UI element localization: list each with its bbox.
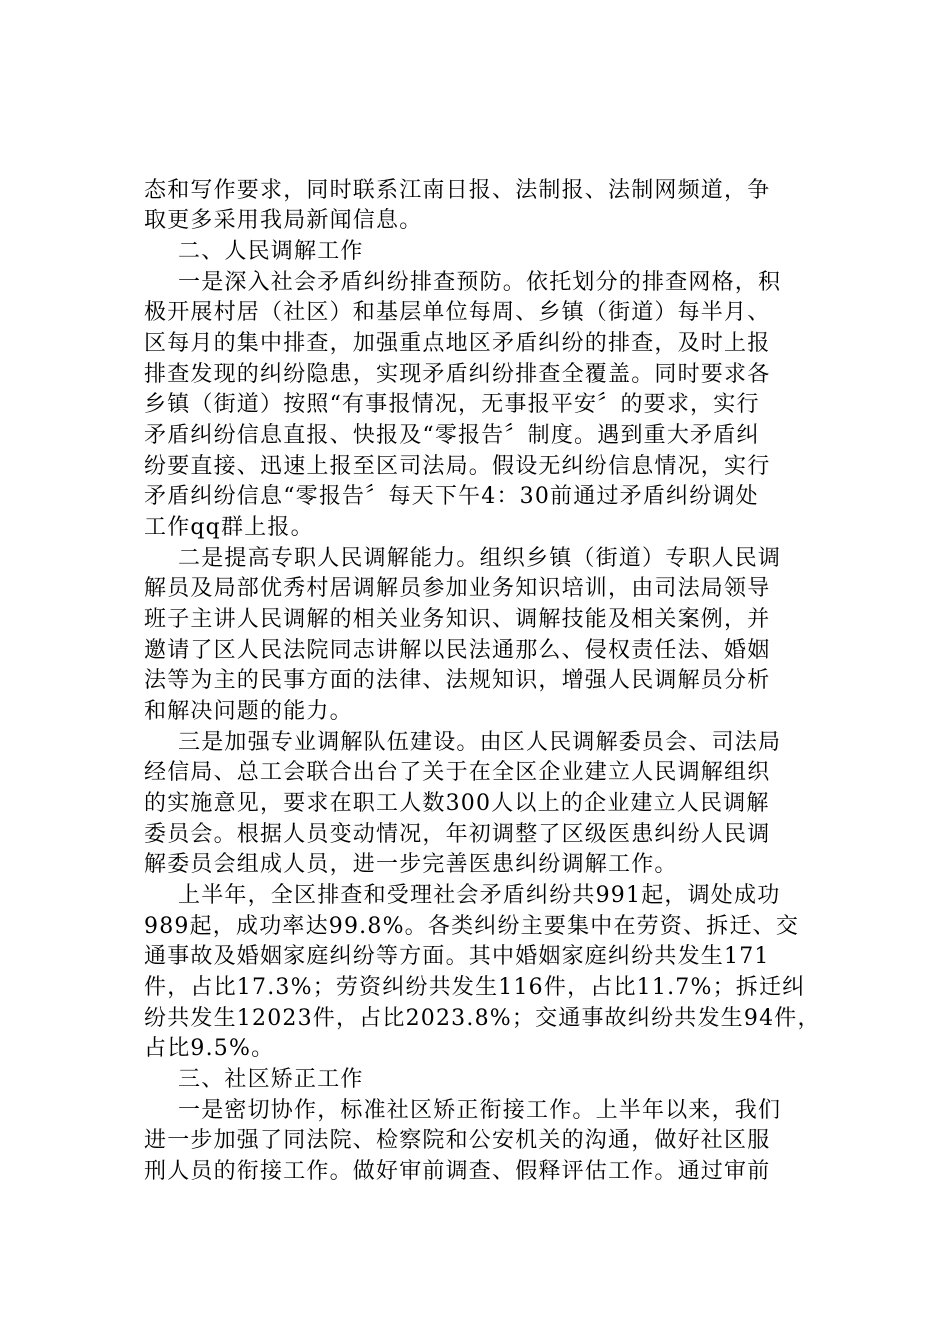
text-line: 取更多采用我局新闻信息。 <box>144 208 423 233</box>
text-line: 通事故及婚姻家庭纠纷等方面。其中婚姻家庭纠纷共发生171 <box>144 944 770 969</box>
text-line: 一是密切协作，标准社区矫正衔接工作。上半年以来，我们 <box>178 1098 782 1123</box>
text-line: 989起，成功率达99.8%。各类纠纷主要集中在劳资、拆迁、交 <box>144 914 800 939</box>
text-line: 占比9.5%。 <box>144 1036 275 1061</box>
text-line: 委员会。根据人员变动情况，年初调整了区级医患纠纷人民调 <box>144 822 771 847</box>
text-line: 一是深入社会矛盾纠纷排查预防。依托划分的排查网格，积 <box>178 270 782 295</box>
text-line: 进一步加强了同法院、检察院和公安机关的沟通，做好社区服 <box>144 1128 771 1153</box>
text-line: 上半年，全区排查和受理社会矛盾纠纷共991起，调处成功 <box>178 883 781 908</box>
text-line: 刑人员的衔接工作。做好审前调查、假释评估工作。通过审前 <box>144 1159 771 1184</box>
section-heading: 二、人民调解工作 <box>178 239 364 264</box>
text-line: 极开展村居（社区）和基层单位每周、乡镇（街道）每半月、 <box>144 300 771 325</box>
text-line: 排查发现的纠纷隐患，实现矛盾纠纷排查全覆盖。同时要求各 <box>144 362 771 387</box>
text-line: 班子主讲人民调解的相关业务知识、调解技能及相关案例，并 <box>144 607 771 632</box>
text-line: 乡镇（街道）按照“有事报情况，无事报平安〞的要求，实行 <box>144 392 760 417</box>
text-line: 区每月的集中排查，加强重点地区矛盾纠纷的排查，及时上报 <box>144 331 771 356</box>
section-heading: 三、社区矫正工作 <box>178 1067 364 1092</box>
text-line: 件，占比17.3%；劳资纠纷共发生116件，占比11.7%；拆迁纠 <box>144 975 806 1000</box>
text-line: 和解决问题的能力。 <box>144 699 353 724</box>
text-line: 工作qq群上报。 <box>144 515 314 540</box>
text-line: 纷要直接、迅速上报至区司法局。假设无纠纷信息情况，实行 <box>144 454 771 479</box>
text-line: 经信局、总工会联合出台了关于在全区企业建立人民调解组织 <box>144 760 771 785</box>
text-line: 态和写作要求，同时联系江南日报、法制报、法制网频道，争 <box>144 178 771 203</box>
text-line: 的实施意见，要求在职工人数300人以上的企业建立人民调解 <box>144 791 770 816</box>
text-line: 解委员会组成人员，进一步完善医患纠纷调解工作。 <box>144 852 678 877</box>
text-line: 法等为主的民事方面的法律、法规知识，增强人民调解员分析 <box>144 668 771 693</box>
text-line: 邀请了区人民法院同志讲解以民法通那么、侵权责任法、婚姻 <box>144 638 771 663</box>
text-line: 纷共发生12023件，占比2023.8%；交通事故纠纷共发生94件， <box>144 1006 821 1031</box>
text-line: 解员及局部优秀村居调解员参加业务知识培训，由司法局领导 <box>144 576 771 601</box>
text-line: 三是加强专业调解队伍建设。由区人民调解委员会、司法局 <box>178 730 782 755</box>
text-line: 矛盾纠纷信息“零报告〞每天下午4：30前通过矛盾纠纷调处 <box>144 484 759 509</box>
text-line: 二是提高专职人民调解能力。组织乡镇（街道）专职人民调 <box>178 546 782 571</box>
text-line: 矛盾纠纷信息直报、快报及“零报告〞制度。遇到重大矛盾纠 <box>144 423 760 448</box>
